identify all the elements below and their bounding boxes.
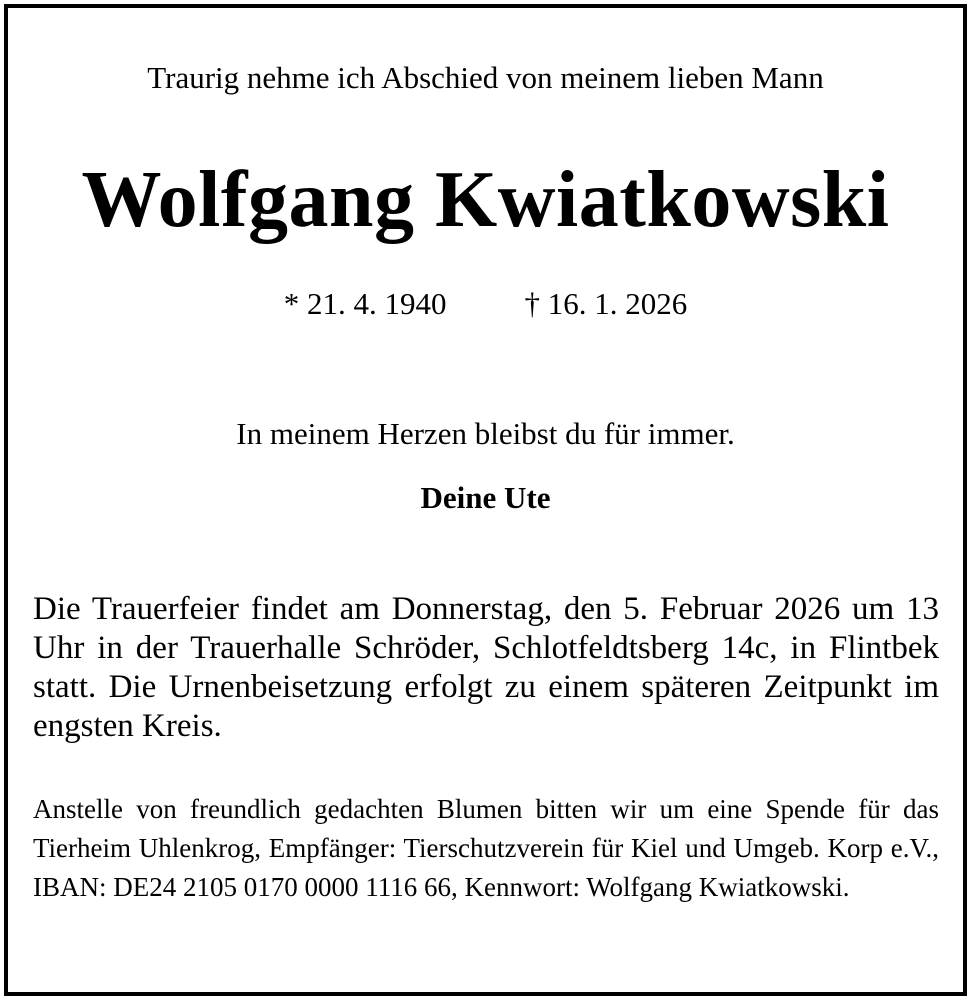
service-paragraph: Die Trauerfeier findet am Donnerstag, den 5. Februar 2026 um 13 Uhr in der Trauerhalle Schröder, Schlotfeldtsberg 14c, in Flintbek statt. Die Urnenbeisetzung erfolgt zu einem späteren Zeitpunkt im engsten Kreis. <box>33 591 939 744</box>
donation-paragraph: Anstelle von freundlich gedachten Blumen bitten wir um eine Spende für das Tierheim Uhlenkrog, Empfänger: Tierschutzverein für Kiel und Umgeb. Korp e.V., IBAN: DE24 2105 0170 0000 1116 66, Kennwort: Wolfgang Kwiatkowski. <box>33 794 939 902</box>
death-date: † 16. 1. 2026 <box>524 286 688 321</box>
memorial-verse: In meinem Herzen bleibst du für immer. <box>236 416 735 451</box>
birth-date: * 21. 4. 1940 <box>283 286 447 321</box>
deceased-name: Wolfgang Kwiatkowski <box>81 156 890 244</box>
intro-line: Traurig nehme ich Abschied von meinem lieben Mann <box>147 60 824 95</box>
signature: Deine Ute <box>420 480 551 515</box>
life-dates <box>0 284 971 324</box>
